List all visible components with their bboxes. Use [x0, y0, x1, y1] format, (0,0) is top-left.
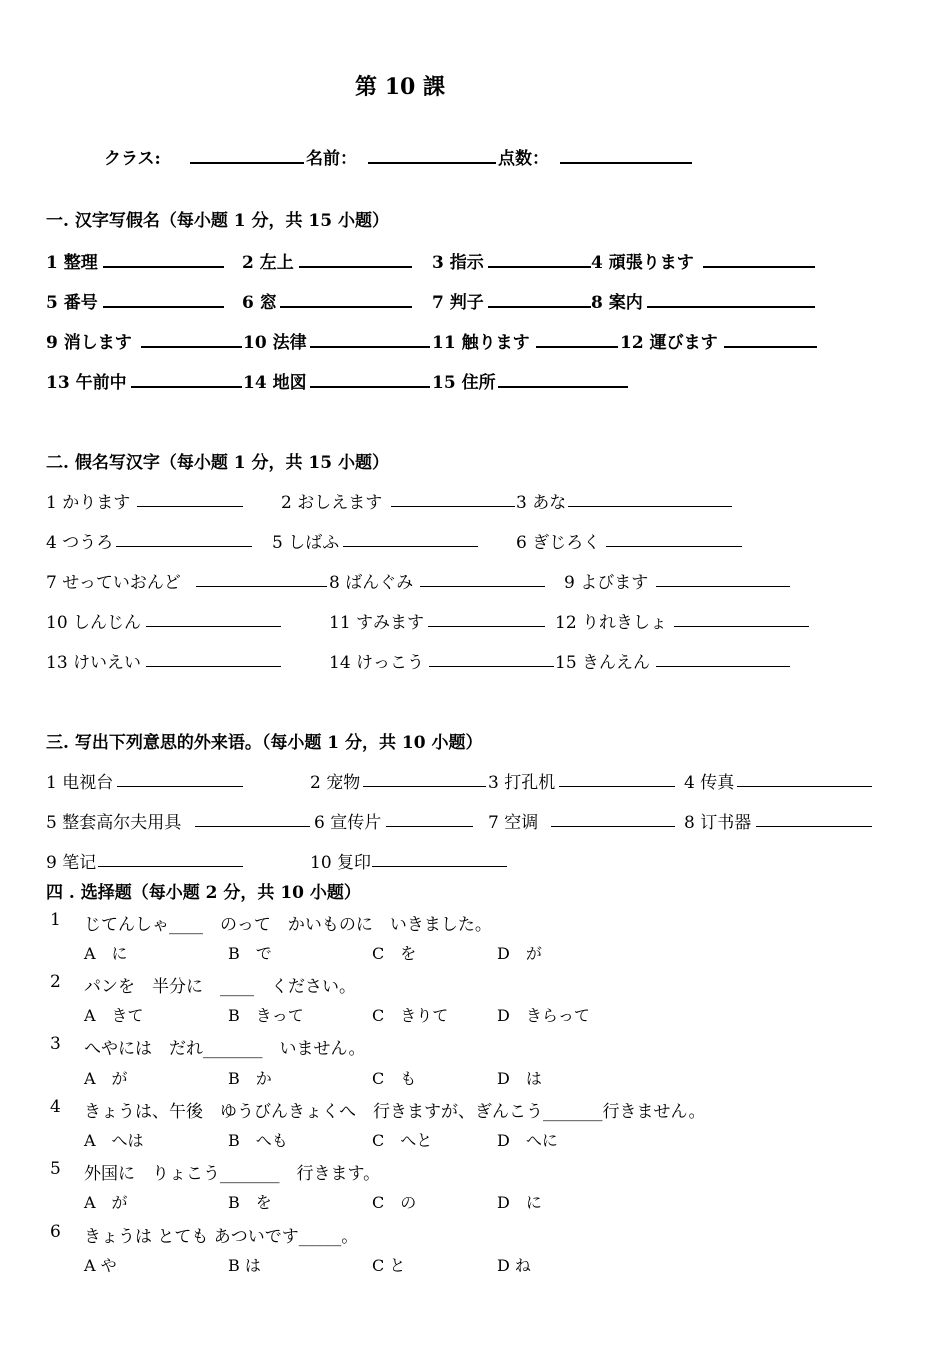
question-text: へやには だれ_______ いません。 — [84, 1039, 366, 1059]
answer-blank[interactable] — [606, 546, 742, 547]
answer-blank[interactable] — [429, 666, 554, 667]
list-item: 3 あな — [516, 493, 567, 513]
list-item: 14 けっこう — [329, 653, 425, 673]
name-field[interactable] — [368, 162, 496, 164]
section4-heading: 四 . 选择题（每小题 2 分，共 10 小题） — [46, 883, 361, 903]
list-item: 2 宠物 — [310, 773, 361, 793]
option[interactable]: C も — [372, 1069, 417, 1088]
answer-blank[interactable] — [428, 626, 545, 627]
list-item: 6 窓 — [242, 293, 277, 313]
section2-heading: 二. 假名写汉字（每小题 1 分，共 15 小题） — [46, 453, 389, 473]
list-item: 2 左上 — [242, 253, 294, 273]
question-number: 3 — [50, 1034, 61, 1054]
answer-blank[interactable] — [117, 786, 243, 787]
name-label: 名前： — [306, 149, 357, 169]
answer-blank[interactable] — [196, 586, 327, 587]
list-item: 12 運びます — [620, 333, 718, 353]
list-item: 4 つうろ — [46, 533, 114, 553]
answer-blank[interactable] — [116, 546, 252, 547]
answer-blank[interactable] — [137, 506, 243, 507]
list-item: 1 整理 — [46, 253, 98, 273]
option[interactable]: A が — [84, 1193, 128, 1212]
list-item: 2 おしえます — [281, 493, 383, 513]
list-item: 4 頑張ります — [591, 253, 694, 273]
answer-blank[interactable] — [280, 306, 412, 308]
list-item: 1 电视台 — [46, 773, 114, 793]
option[interactable]: C へと — [372, 1131, 433, 1150]
list-item: 8 订书器 — [684, 813, 752, 833]
question-number: 1 — [50, 910, 61, 930]
question-text: きょうは、午後 ゆうびんきょくへ 行きますが、ぎんこう_______行きません。 — [84, 1102, 706, 1122]
list-item: 9 笔记 — [46, 853, 97, 873]
list-item: 15 きんえん — [555, 653, 651, 673]
list-item: 3 指示 — [432, 253, 484, 273]
option[interactable]: B か — [228, 1069, 272, 1088]
class-label: クラス: — [104, 149, 161, 169]
list-item: 8 ばんぐみ — [329, 573, 414, 593]
list-item: 5 しばふ — [272, 533, 340, 553]
list-item: 6 宣传片 — [314, 813, 382, 833]
option[interactable]: B へも — [228, 1131, 288, 1150]
list-item: 11 触ります — [432, 333, 530, 353]
list-item: 12 りれきしょ — [555, 613, 668, 633]
list-item: 5 番号 — [46, 293, 98, 313]
page-title: 第 10 課 — [355, 74, 445, 100]
list-item: 10 法律 — [243, 333, 307, 353]
answer-blank[interactable] — [146, 666, 281, 667]
option[interactable]: A や — [84, 1256, 117, 1275]
question-number: 4 — [50, 1097, 61, 1117]
answer-blank[interactable] — [559, 786, 675, 787]
list-item: 15 住所 — [432, 373, 496, 393]
answer-blank[interactable] — [656, 666, 790, 667]
answer-blank[interactable] — [103, 266, 224, 268]
option[interactable]: C の — [372, 1193, 417, 1212]
answer-blank[interactable] — [310, 386, 430, 388]
question-text: パンを 半分に ____ ください。 — [84, 977, 356, 997]
list-item: 6 ぎじろく — [516, 533, 601, 553]
question-number: 5 — [50, 1159, 61, 1179]
answer-blank[interactable] — [656, 586, 790, 587]
score-field[interactable] — [560, 162, 692, 164]
option[interactable]: B で — [228, 944, 272, 963]
score-label: 点数： — [498, 149, 549, 169]
option[interactable]: D へに — [497, 1131, 558, 1150]
option[interactable]: A きて — [84, 1006, 144, 1025]
list-item: 5 整套高尔夫用具 — [46, 813, 182, 833]
list-item: 9 消します — [46, 333, 132, 353]
list-item: 7 せっていおんど — [46, 573, 181, 593]
option[interactable]: D に — [497, 1193, 542, 1212]
section1-heading: 一. 汉字写假名（每小题 1 分，共 15 小题） — [46, 211, 389, 231]
option[interactable]: A に — [84, 944, 128, 963]
answer-blank[interactable] — [756, 826, 872, 827]
answer-blank[interactable] — [647, 306, 815, 308]
answer-blank[interactable] — [372, 866, 507, 867]
question-text: じてんしゃ____ のって かいものに いきました。 — [84, 915, 492, 935]
option[interactable]: D が — [497, 944, 542, 963]
option[interactable]: D きらって — [497, 1006, 590, 1025]
answer-blank[interactable] — [343, 546, 478, 547]
option[interactable]: D ね — [497, 1256, 531, 1275]
answer-blank[interactable] — [488, 306, 591, 308]
option[interactable]: C を — [372, 944, 417, 963]
answer-blank[interactable] — [103, 306, 224, 308]
answer-blank[interactable] — [146, 626, 281, 627]
question-number: 6 — [50, 1222, 61, 1242]
list-item: 8 案内 — [591, 293, 643, 313]
answer-blank[interactable] — [141, 346, 242, 348]
answer-blank[interactable] — [674, 626, 809, 627]
answer-blank[interactable] — [498, 386, 628, 388]
section3-heading: 三. 写出下列意思的外来语。（每小题 1 分，共 10 小题） — [46, 733, 483, 753]
question-text: きょうは とても あついです_____。 — [84, 1227, 359, 1247]
list-item: 4 传真 — [684, 773, 735, 793]
answer-blank[interactable] — [363, 786, 486, 787]
answer-blank[interactable] — [703, 266, 815, 268]
answer-blank[interactable] — [195, 826, 310, 827]
answer-blank[interactable] — [386, 826, 473, 827]
list-item: 9 よびます — [564, 573, 649, 593]
list-item: 11 すみます — [329, 613, 425, 633]
question-number: 2 — [50, 972, 61, 992]
answer-blank[interactable] — [536, 346, 618, 348]
answer-blank[interactable] — [568, 506, 732, 507]
option[interactable]: A へは — [84, 1131, 144, 1150]
list-item: 1 かります — [46, 493, 131, 513]
answer-blank[interactable] — [391, 506, 515, 507]
answer-blank[interactable] — [310, 346, 430, 348]
list-item: 14 地図 — [243, 373, 307, 393]
question-text: 外国に りょこう_______ 行きます。 — [84, 1164, 381, 1184]
list-item: 7 判子 — [432, 293, 484, 313]
option[interactable]: B きって — [228, 1006, 304, 1025]
option[interactable]: B を — [228, 1193, 272, 1212]
class-field[interactable] — [190, 162, 304, 164]
answer-blank[interactable] — [737, 786, 872, 787]
list-item: 7 空调 — [488, 813, 539, 833]
option[interactable]: D は — [497, 1069, 542, 1088]
list-item: 10 しんじん — [46, 613, 142, 633]
answer-blank[interactable] — [131, 386, 242, 388]
list-item: 13 午前中 — [46, 373, 127, 393]
option[interactable]: C と — [372, 1256, 406, 1275]
answer-blank[interactable] — [551, 826, 675, 827]
list-item: 3 打孔机 — [488, 773, 556, 793]
answer-blank[interactable] — [488, 266, 591, 268]
answer-blank[interactable] — [299, 266, 412, 268]
answer-blank[interactable] — [420, 586, 545, 587]
list-item: 13 けいえい — [46, 653, 142, 673]
option[interactable]: A が — [84, 1069, 128, 1088]
option[interactable]: B は — [228, 1256, 261, 1275]
answer-blank[interactable] — [98, 866, 243, 867]
list-item: 10 复印 — [310, 853, 372, 873]
option[interactable]: C きりて — [372, 1006, 449, 1025]
answer-blank[interactable] — [724, 346, 817, 348]
